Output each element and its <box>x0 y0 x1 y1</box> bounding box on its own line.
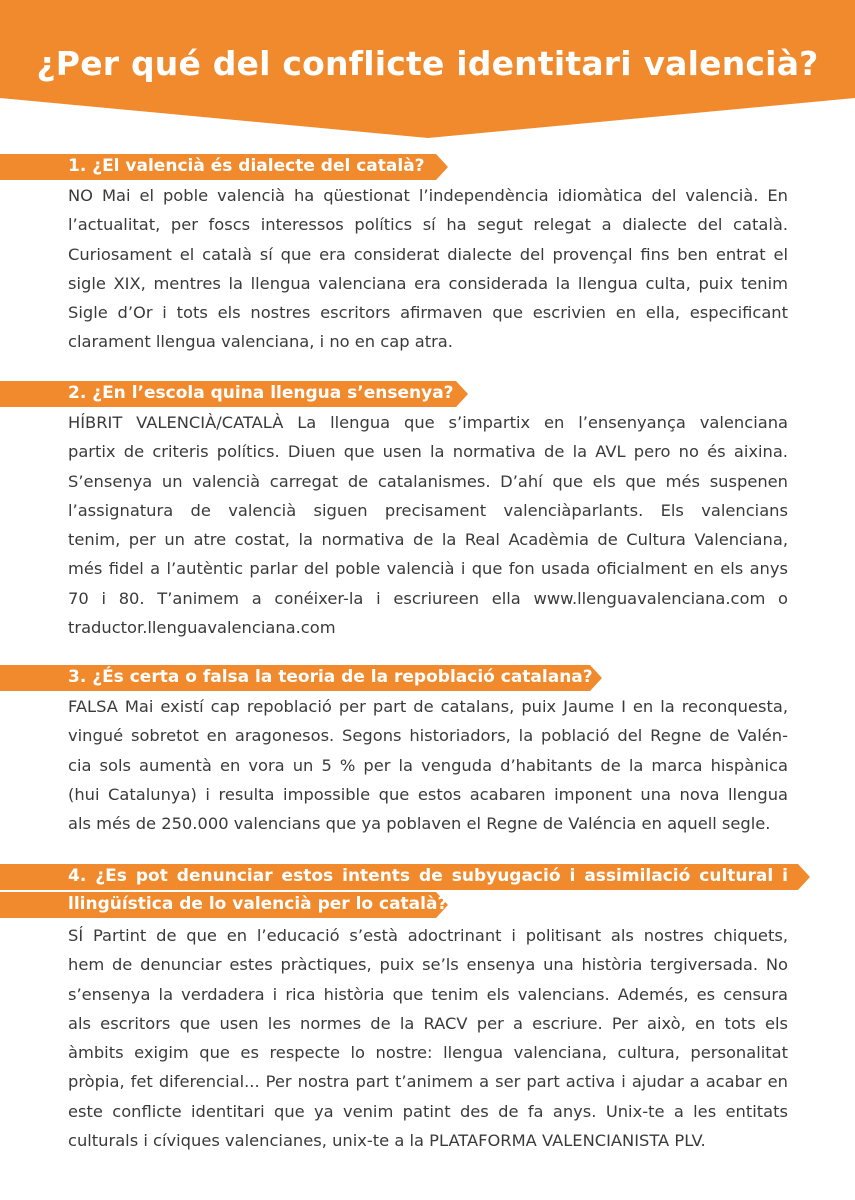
text-line: s’ensenya la verdadera i rica història que tenim els valencians. Ademés, es censura <box>68 984 788 1004</box>
question-heading: 3. ¿És certa o falsa la teoria de la repoblació catalana? <box>68 667 593 687</box>
answer-text <box>68 181 788 357</box>
text-line: S’ensenya un valencià carregat de catalanismes. D’ahí que els que més suspenen <box>68 471 788 491</box>
question-bar <box>0 381 855 407</box>
text-line: més fidel a l’autèntic parlar del poble valencià i que fon usada oficialment en els anys <box>68 559 788 579</box>
text-line: vingué sobretot en aragonesos. Segons historiadors, la població del Regne de Valén- <box>68 726 788 746</box>
text-line: culturals i cíviques valencianes, unix-te a la PLATAFORMA VALENCIANISTA PLV. <box>68 1131 706 1151</box>
question-heading-line2: llingüística de lo valencià per lo català? <box>68 894 448 914</box>
header-banner <box>0 0 855 140</box>
text-line: Sigle d’Or i tots els nostres escritors afirmaven que escrivien en ella, especificant <box>68 303 788 323</box>
question-bar <box>0 154 855 180</box>
text-line: Curiosament el català sí que era considerat dialecte del provençal fins ben entrat el <box>68 244 788 264</box>
answer-text <box>68 692 788 838</box>
text-line: als més de 250.000 valencians que ya poblaven el Regne de Valéncia en aquell segle. <box>68 814 771 834</box>
question-bar <box>0 864 855 920</box>
text-line: sigle XIX, mentres la llengua valenciana era considerada la llengua culta, puix tenim <box>68 273 788 293</box>
text-line: este conflicte identitari que ya venim patint des de fa anys. Unix-te a les entitats <box>68 1101 788 1121</box>
text-line: l’assignatura de valencià siguen precisament valenciàparlants. Els valencians <box>68 500 788 520</box>
text-line: traductor.llenguavalenciana.com <box>68 618 336 638</box>
section-4 <box>0 864 855 1151</box>
text-line: NO Mai el poble valencià ha qüestionat l’independència idiomàtica del valencià. En <box>68 186 788 205</box>
section-1 <box>0 154 855 352</box>
question-bar <box>0 665 855 691</box>
text-line: partix de criteris polítics. Diuen que usen la normativa de la AVL pero no és aixina. <box>68 442 788 462</box>
text-line: hem de denunciar estes pràctiques, puix se’ls ensenya una història tergiversada. No <box>68 955 788 975</box>
question-heading: 1. ¿El valencià és dialecte del català? <box>68 156 425 176</box>
text-line: HÍBRIT VALENCIÀ/CATALÀ La llengua que s’impartix en l’ensenyança valenciana <box>68 413 788 432</box>
text-line: 70 i 80. T’animem a conéixer-la i escriureen ella www.llenguavalenciana.com o <box>68 588 788 608</box>
text-line: (hui Catalunya) i resulta impossible que estos acabaren imponent una nova llengua <box>68 784 788 804</box>
text-line: tenim, per un atre costat, la normativa de la Real Acadèmia de Cultura Valenciana, <box>68 530 788 550</box>
text-line: clarament llengua valenciana, i no en cap atra. <box>68 332 453 352</box>
text-line: FALSA Mai existí cap repoblació per part de catalans, puix Jaume I en la reconquesta, <box>68 697 788 716</box>
answer-text <box>68 921 788 1155</box>
text-line: l’actualitat, per foscs interessos polítics sí ha segut relegat a dialecte del català. <box>68 215 788 235</box>
section-3 <box>0 665 855 834</box>
page-title: ¿Per qué del conflicte identitari valencià? <box>36 44 819 83</box>
text-line: àmbits exigim que es respecte lo nostre: llengua valenciana, cultura, personalitat <box>68 1043 788 1063</box>
text-line: cia sols aumentà en vora un 5 % per la venguda d’habitants de la marca hispànica <box>68 755 788 775</box>
text-line: pròpia, fet diferencial... Per nostra part t’animem a ser part activa i ajudar a acabar en <box>68 1072 788 1092</box>
text-line: als escritors que usen les normes de la RACV per a escriure. Per això, en tots els <box>68 1013 788 1033</box>
text-line: SÍ Partint de que en l’educació s’està adoctrinant i politisant als nostres chiquets, <box>68 926 788 945</box>
answer-text <box>68 408 788 642</box>
question-heading: 4. ¿Es pot denunciar estos intents de subyugació i assimilació cultural i <box>68 866 788 886</box>
section-2 <box>0 381 855 638</box>
question-heading: 2. ¿En l’escola quina llengua s’ensenya? <box>68 383 454 403</box>
